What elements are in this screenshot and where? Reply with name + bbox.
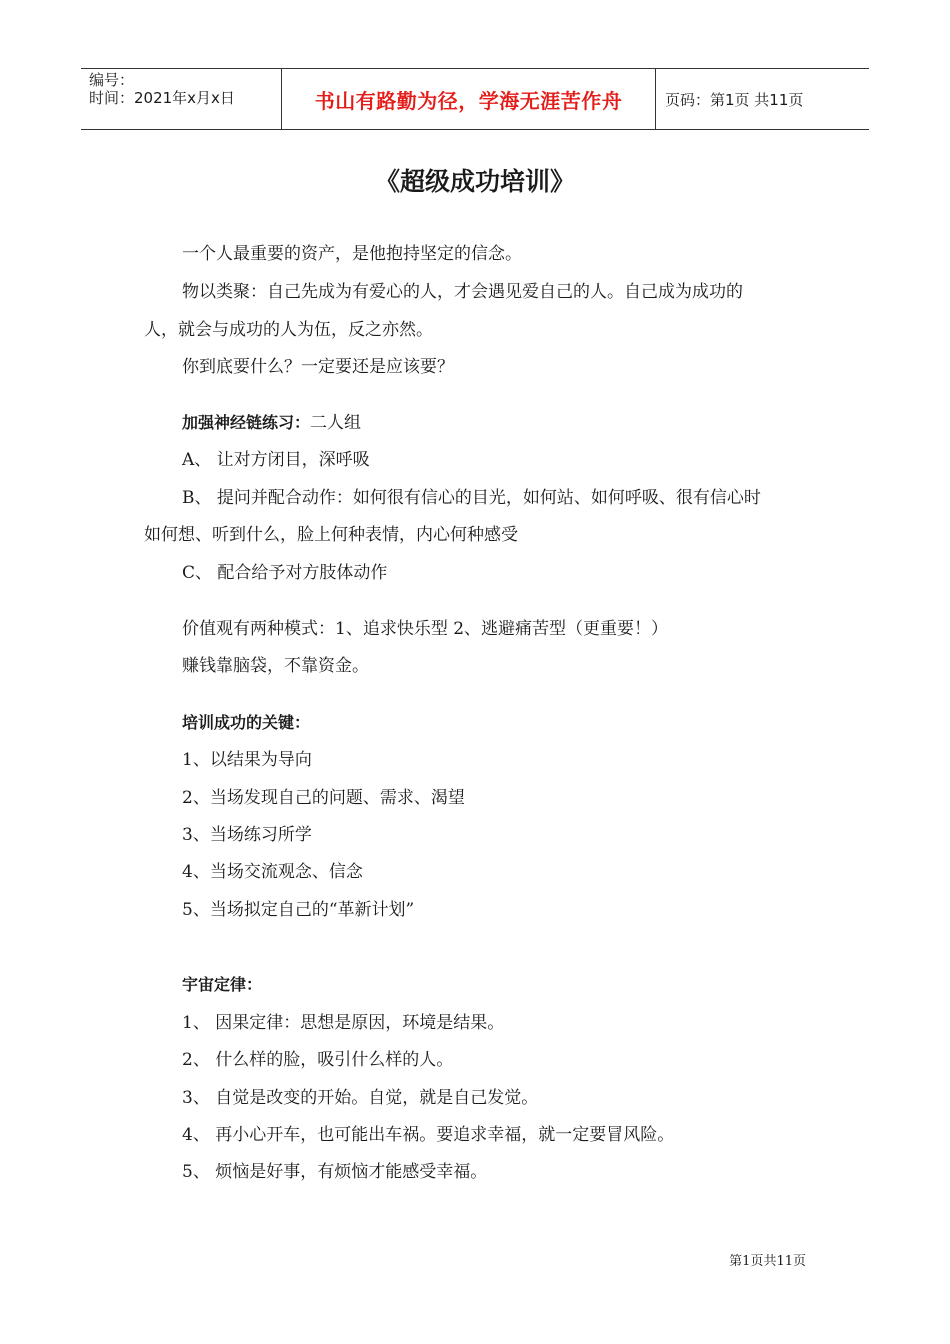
list-item: 4、当场交流观念、信念: [182, 862, 363, 882]
exercise-heading-line: [182, 412, 361, 434]
list-item: 1、 因果定律：思想是原因，环境是结果。: [182, 1013, 505, 1033]
header-page-cell: [655, 69, 869, 129]
list-item: 4、 再小心开车，也可能出车祸。要追求幸福，就一定要冒风险。: [182, 1125, 675, 1145]
paragraph: 价值观有两种模式：1、追求快乐型 2、逃避痛苦型（更重要！）: [182, 619, 669, 639]
date-label: 时间：2021年x月x日: [89, 89, 235, 107]
number-label: 编号：: [89, 71, 135, 89]
list-item: 3、 自觉是改变的开始。自觉，就是自己发觉。: [182, 1088, 539, 1108]
list-item: 5、当场拟定自己的“革新计划”: [182, 900, 415, 920]
list-item: A、 让对方闭目，深呼吸: [182, 450, 370, 470]
section-heading-tail: 二人组: [310, 413, 362, 433]
list-item: 2、 什么样的脸，吸引什么样的人。: [182, 1050, 454, 1070]
list-item: 2、当场发现自己的问题、需求、渴望: [182, 788, 465, 808]
page-footer: 第1页共11页: [729, 1254, 806, 1269]
page-label: 页码：第1页 共11页: [665, 90, 804, 109]
list-item: 3、当场练习所学: [182, 825, 312, 845]
document-title: 《超级成功培训》: [374, 167, 575, 196]
list-item: B、 提问并配合动作：如何很有信心的目光，如何站、如何呼吸、很有信心时: [182, 488, 761, 508]
list-item: 5、 烦恼是好事，有烦恼才能感受幸福。: [182, 1162, 488, 1182]
header-motto: 书山有路勤为径，学海无涯苦作舟: [281, 69, 656, 129]
section-heading: 宇宙定律：: [182, 975, 263, 994]
paragraph-continued: 人，就会与成功的人为伍，反之亦然。: [144, 320, 433, 340]
header-meta: [81, 69, 281, 129]
paragraph: 物以类聚：自己先成为有爱心的人，才会遇见爱自己的人。自己成为成功的: [182, 282, 743, 302]
list-item: C、 配合给予对方肢体动作: [182, 563, 388, 583]
paragraph: 一个人最重要的资产，是他抱持坚定的信念。: [182, 244, 522, 264]
section-heading: 加强神经链练习：: [182, 413, 311, 432]
section-heading: 培训成功的关键：: [182, 713, 311, 732]
paragraph: 赚钱靠脑袋，不靠资金。: [182, 656, 369, 676]
paragraph: 你到底要什么？一定要还是应该要？: [182, 357, 454, 377]
list-item-continued: 如何想、听到什么，脸上何种表情，内心何种感受: [144, 525, 518, 545]
list-item: 1、以结果为导向: [182, 750, 312, 770]
header-table: [81, 68, 869, 130]
